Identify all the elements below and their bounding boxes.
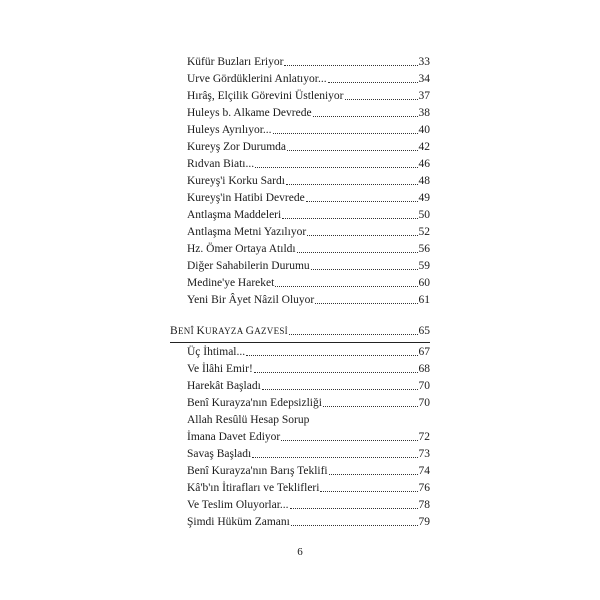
toc-leader bbox=[311, 269, 418, 270]
toc-leader bbox=[291, 525, 418, 526]
toc-entry-title: Rıdvan Biatı... bbox=[187, 158, 255, 170]
toc-entry-title: İmana Davet Ediyor bbox=[187, 431, 281, 443]
toc-entry-title: Ve Teslim Oluyorlar... bbox=[187, 499, 289, 511]
toc-entry-page: 34 bbox=[418, 73, 430, 85]
toc-entry bbox=[187, 359, 430, 376]
toc-entry-page: 68 bbox=[418, 363, 430, 375]
section-title-initial: B bbox=[170, 325, 178, 337]
toc-entry-line1: Allah Resûlü Hesap Sorup bbox=[187, 414, 310, 426]
toc-entry-title: Benî Kurayza'nın Edepsizliği bbox=[187, 397, 322, 409]
toc-leader bbox=[252, 457, 417, 458]
toc-leader bbox=[328, 82, 418, 83]
toc-entry bbox=[187, 120, 430, 137]
toc-entry-page: 50 bbox=[418, 209, 430, 221]
toc-entry-title: Diğer Sahabilerin Durumu bbox=[187, 260, 310, 272]
toc-entry bbox=[187, 495, 430, 512]
toc-entry bbox=[187, 154, 430, 171]
toc-entry bbox=[187, 222, 430, 239]
toc-leader bbox=[287, 150, 417, 151]
section-title-smallcaps: ENÎ bbox=[177, 326, 197, 336]
toc-entry bbox=[187, 273, 430, 290]
toc-entry bbox=[187, 290, 430, 307]
toc-leader bbox=[290, 508, 418, 509]
toc-leader bbox=[284, 65, 417, 66]
toc-entry bbox=[187, 86, 430, 103]
toc-leader bbox=[313, 116, 418, 117]
toc-entry-title: Urve Gördüklerini Anlatıyor... bbox=[187, 73, 327, 85]
toc-entry-page: 59 bbox=[418, 260, 430, 272]
toc-entry bbox=[187, 376, 430, 393]
toc-entry-page: 42 bbox=[418, 141, 430, 153]
toc-entry-page: 60 bbox=[418, 277, 430, 289]
toc-entry-title: Ve İlâhi Emir! bbox=[187, 363, 253, 375]
toc-entry-page: 70 bbox=[418, 380, 430, 392]
toc-leader bbox=[255, 167, 417, 168]
toc-entry-page: 37 bbox=[418, 90, 430, 102]
toc-leader bbox=[315, 303, 417, 304]
toc-entry-title: Hırâş, Elçilik Görevini Üstleniyor bbox=[187, 90, 344, 102]
section-page: 65 bbox=[418, 325, 430, 337]
toc-entry bbox=[187, 103, 430, 120]
toc-leader bbox=[345, 99, 418, 100]
toc-entry-title: Küfür Buzları Eriyor bbox=[187, 56, 284, 68]
toc-entry-page: 56 bbox=[418, 243, 430, 255]
toc-entry-title: Üç İhtimal... bbox=[187, 346, 246, 358]
toc-entry-title: Antlaşma Metni Yazılıyor bbox=[187, 226, 307, 238]
toc-entry-page: 48 bbox=[418, 175, 430, 187]
toc-leader bbox=[282, 218, 417, 219]
toc-leader bbox=[297, 252, 418, 253]
toc-leader bbox=[246, 355, 417, 356]
toc-entry-title: Hz. Ömer Ortaya Atıldı bbox=[187, 243, 296, 255]
toc-leader bbox=[306, 201, 418, 202]
toc-leader bbox=[289, 334, 418, 335]
toc-entry-title: Kâ'b'ın İtirafları ve Teklifleri bbox=[187, 482, 320, 494]
toc-entry-title: Yeni Bir Âyet Nâzil Oluyor bbox=[187, 294, 315, 306]
section-title-initial: K bbox=[196, 325, 206, 337]
section-title-smallcaps: URAYZA bbox=[205, 326, 246, 336]
toc-entry bbox=[187, 342, 430, 359]
toc-entry-page: 38 bbox=[418, 107, 430, 119]
toc-entry-title: Benî Kurayza'nın Barış Teklifi bbox=[187, 465, 328, 477]
section-title bbox=[170, 324, 288, 338]
toc-entry bbox=[187, 52, 430, 69]
toc-leader bbox=[281, 440, 417, 441]
toc-entry bbox=[187, 69, 430, 86]
toc-entry-page: 76 bbox=[418, 482, 430, 494]
toc-entry-title: Şimdi Hüküm Zamanı bbox=[187, 516, 290, 528]
toc-entry-title: Harekât Başladı bbox=[187, 380, 261, 392]
toc-leader bbox=[307, 235, 417, 236]
toc-entry bbox=[187, 239, 430, 256]
toc-entry-page: 33 bbox=[418, 56, 430, 68]
toc-entry-page: 40 bbox=[418, 124, 430, 136]
toc-entry bbox=[187, 188, 430, 205]
toc-entry-page: 49 bbox=[418, 192, 430, 204]
toc-entry bbox=[187, 478, 430, 495]
section-title-smallcaps: AZVESİ bbox=[254, 326, 288, 336]
toc-entry-title: Huleys b. Alkame Devrede bbox=[187, 107, 312, 119]
toc-entry bbox=[187, 427, 430, 444]
toc-entry-page: 67 bbox=[418, 346, 430, 358]
toc-entry-page: 72 bbox=[418, 431, 430, 443]
section-title-initial: G bbox=[245, 325, 255, 337]
toc-leader bbox=[275, 286, 417, 287]
toc-entry-page: 73 bbox=[418, 448, 430, 460]
toc-section-heading bbox=[170, 321, 430, 338]
toc-entry-page: 78 bbox=[418, 499, 430, 511]
toc-leader bbox=[262, 389, 418, 390]
toc-entry-title: Savaş Başladı bbox=[187, 448, 252, 460]
toc-entry-page: 74 bbox=[418, 465, 430, 477]
toc-leader bbox=[273, 133, 418, 134]
page-number: 6 bbox=[297, 546, 303, 558]
toc-entry bbox=[187, 171, 430, 188]
toc-entry bbox=[187, 205, 430, 222]
toc-leader bbox=[329, 474, 418, 475]
toc-entry-page: 46 bbox=[418, 158, 430, 170]
toc-entry bbox=[187, 256, 430, 273]
toc-entry bbox=[187, 461, 430, 478]
toc-entry-page: 79 bbox=[418, 516, 430, 528]
toc-entry-title: Huleys Ayrılıyor... bbox=[187, 124, 272, 136]
toc-leader bbox=[320, 491, 417, 492]
toc-entry-title: Antlaşma Maddeleri bbox=[187, 209, 282, 221]
toc-entry-title: Kureyş Zor Durumda bbox=[187, 141, 287, 153]
toc-entry-title: Kureyş'in Hatibi Devrede bbox=[187, 192, 305, 204]
toc-entry-title: Medine'ye Hareket bbox=[187, 277, 275, 289]
toc-entry bbox=[187, 137, 430, 154]
toc-entry-page: 61 bbox=[418, 294, 430, 306]
toc-entry bbox=[187, 444, 430, 461]
toc-leader bbox=[286, 184, 418, 185]
toc-entry-title: Kureyş'i Korku Sardı bbox=[187, 175, 285, 187]
toc-entry-page: 52 bbox=[418, 226, 430, 238]
toc-entry bbox=[187, 512, 430, 529]
toc-leader bbox=[323, 406, 418, 407]
toc-entry bbox=[187, 393, 430, 410]
toc-leader bbox=[254, 372, 418, 373]
toc-entry-page: 70 bbox=[418, 397, 430, 409]
